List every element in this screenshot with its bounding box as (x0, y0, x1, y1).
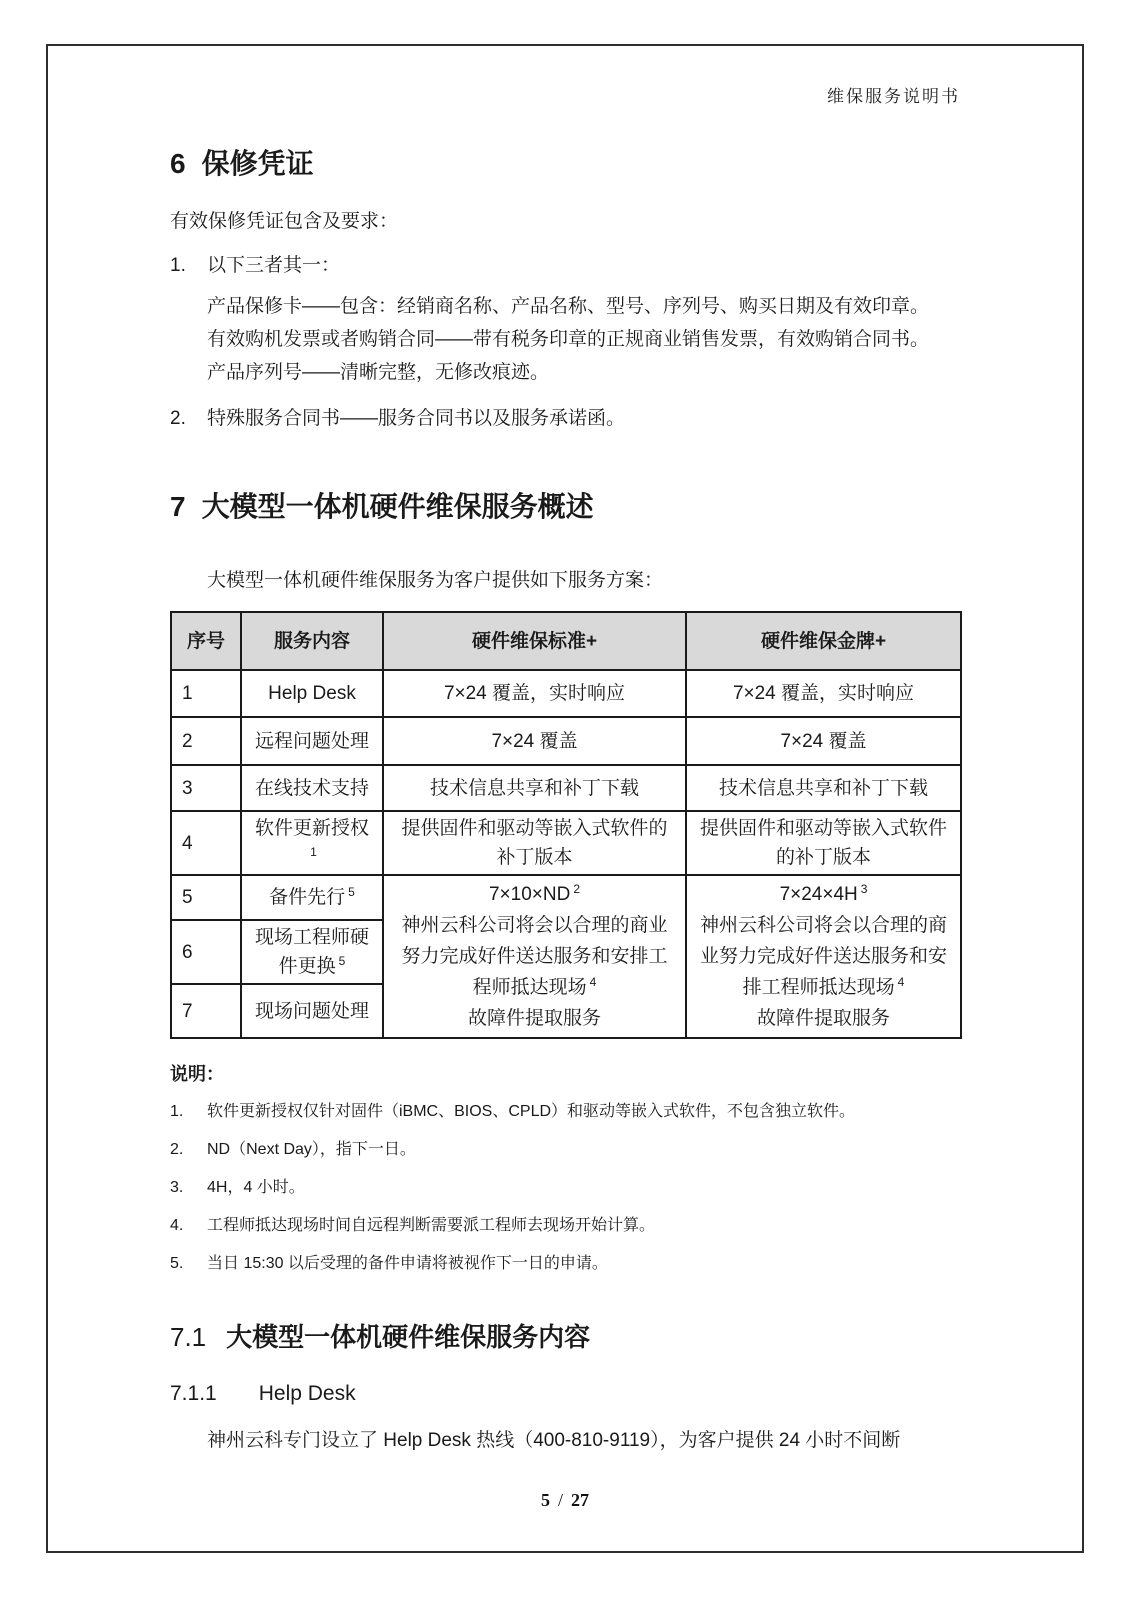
row-number: 3 (171, 765, 241, 811)
detail-line: 有效购机发票或者购销合同——带有税务印章的正规商业销售发票，有效购销合同书。 (207, 329, 930, 350)
list-item (170, 405, 960, 433)
table-row (171, 875, 961, 920)
footnote-ref: 3 (860, 881, 868, 896)
standard-value: 7×24 覆盖，实时响应 (383, 670, 686, 717)
list-item-number: 2. (170, 408, 186, 429)
note-item (170, 1138, 960, 1162)
service-name: 软件更新授权$^1$ (241, 811, 383, 875)
note-text: ND（Next Day），指下一日。 (207, 1141, 416, 1158)
service-name: 现场问题处理 (241, 984, 383, 1038)
service-name: 远程问题处理 (241, 717, 383, 765)
table-row (171, 717, 961, 765)
service-name: 在线技术支持 (241, 765, 383, 811)
section-7-1-1-number: 7.1.1 (170, 1382, 217, 1405)
column-header-seq: 序号 (171, 612, 241, 670)
list-item-text: 特殊服务合同书——服务合同书以及服务承诺函。 (207, 408, 626, 429)
note-number: 3. (170, 1179, 184, 1196)
list-item-number: 1. (170, 255, 186, 276)
note-number: 5. (170, 1255, 184, 1272)
page-total: 27 (571, 1490, 589, 1510)
note-text: 工程师抵达现场时间自远程判断需要派工程师去现场开始计算。 (207, 1217, 656, 1234)
footnote-ref: 4 (897, 974, 905, 989)
section-6-intro: 有效保修凭证包含及要求： (170, 211, 399, 232)
table-row (171, 765, 961, 811)
section-7-number: 7 (170, 491, 186, 522)
helpdesk-paragraph: 神州云科专门设立了 Help Desk 热线（400-810-9119），为客户提供 24 小时不间断 (207, 1430, 901, 1451)
notes-title: 说明： (170, 1064, 224, 1084)
gold-value: 技术信息共享和补丁下载 (686, 765, 961, 811)
row-number: 5 (171, 875, 241, 920)
page-footer (48, 1490, 1082, 1511)
section-6-title: 保修凭证 (201, 148, 314, 179)
page-number: 5 (540, 1490, 550, 1510)
column-header-gold: 硬件维保金牌+ (686, 612, 961, 670)
note-item (170, 1100, 960, 1124)
gold-value: 7×24 覆盖，实时响应 (686, 670, 961, 717)
detail-line: 产品序列号——清晰完整，无修改痕迹。 (207, 362, 550, 383)
gold-description: 神州云科公司将会以合理的商业努力完成好件送达服务和安排工程师抵达现场 $^4$ (699, 915, 947, 998)
gold-value: 7×24 覆盖 (686, 717, 961, 765)
page-frame (46, 44, 1084, 1553)
section-7-1-1-title: Help Desk (258, 1382, 356, 1405)
section-7-1-number: 7.1 (170, 1322, 207, 1352)
service-name: Help Desk (241, 670, 383, 717)
column-header-service: 服务内容 (241, 612, 383, 670)
row-number: 7 (171, 984, 241, 1038)
row-number: 6 (171, 920, 241, 984)
section-6-number: 6 (170, 148, 186, 179)
gold-value: 提供固件和驱动等嵌入式软件的补丁版本 (686, 811, 961, 875)
footnote-ref: 5 (348, 884, 355, 899)
service-name: 现场工程师硬件更换 $^5$ (241, 920, 383, 984)
note-text: 软件更新授权仅针对固件（iBMC、BIOS、CPLD）和驱动等嵌入式软件，不包含独立软件。 (207, 1103, 856, 1120)
note-item (170, 1214, 960, 1238)
note-number: 2. (170, 1141, 184, 1158)
section-7-intro: 大模型一体机硬件维保服务为客户提供如下服务方案： (207, 570, 664, 591)
standard-merged-cell (383, 875, 686, 1038)
service-name: 备件先行 $^5$ (241, 875, 383, 920)
standard-value: 技术信息共享和补丁下载 (383, 765, 686, 811)
page-separator: / (557, 1490, 563, 1510)
detail-line: 产品保修卡——包含：经销商名称、产品名称、型号、序列号、购买日期及有效印章。 (207, 296, 930, 317)
section-6-heading (170, 146, 960, 182)
standard-sla: 7×10×ND $^2$ (488, 881, 581, 905)
section-7-1-heading (170, 1320, 960, 1354)
section-7-heading (170, 489, 960, 525)
running-header: 维保服务说明书 (827, 87, 960, 106)
service-plan-table (170, 611, 962, 1039)
section-7-1-title: 大模型一体机硬件维保服务内容 (226, 1322, 591, 1352)
row-number: 2 (171, 717, 241, 765)
standard-description: 神州云科公司将会以合理的商业努力完成好件送达服务和安排工程师抵达现场 $^4$ (401, 915, 668, 998)
standard-extra: 故障件提取服务 (467, 1008, 601, 1029)
list-item (170, 252, 960, 280)
section-7-1-1-heading (170, 1381, 960, 1407)
table-row (171, 670, 961, 717)
section-7-title: 大模型一体机硬件维保服务概述 (201, 491, 594, 522)
note-text: 4H，4 小时。 (207, 1179, 305, 1196)
table-row (171, 811, 961, 875)
row-number: 4 (171, 811, 241, 875)
footnote-ref: 2 (573, 881, 581, 896)
row-number: 1 (171, 670, 241, 717)
gold-merged-cell (686, 875, 961, 1038)
column-header-standard: 硬件维保标准+ (383, 612, 686, 670)
note-number: 1. (170, 1103, 184, 1120)
standard-value: 7×24 覆盖 (383, 717, 686, 765)
note-number: 4. (170, 1217, 184, 1234)
warranty-proof-details (207, 290, 960, 389)
table-header-row (171, 612, 961, 670)
note-item (170, 1176, 960, 1200)
gold-extra: 故障件提取服务 (756, 1008, 890, 1029)
footnote-ref: 5 (338, 953, 346, 968)
standard-value: 提供固件和驱动等嵌入式软件的补丁版本 (383, 811, 686, 875)
note-item (170, 1252, 960, 1276)
footnote-ref: 4 (589, 974, 597, 989)
gold-sla: 7×24×4H $^3$ (779, 881, 868, 905)
note-text: 当日 15:30 以后受理的备件申请将被视作下一日的申请。 (207, 1255, 608, 1272)
footnote-ref: 1 (310, 844, 317, 859)
list-item-text: 以下三者其一： (207, 255, 341, 276)
